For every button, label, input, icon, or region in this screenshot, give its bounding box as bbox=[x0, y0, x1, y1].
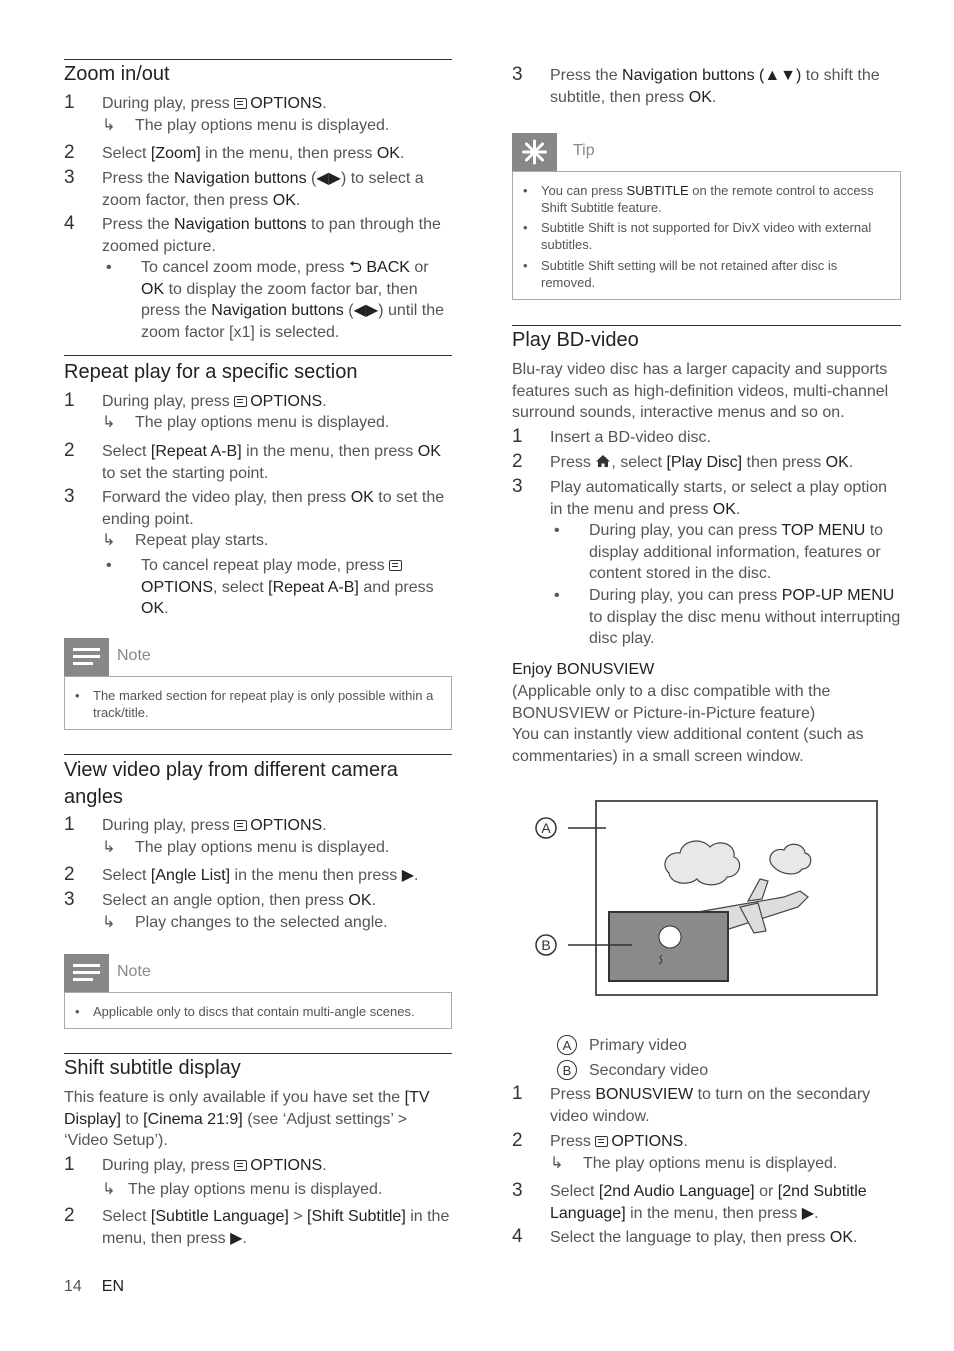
options-icon bbox=[234, 396, 247, 407]
zoom-step-1-result: ↳ The play options menu is displayed. bbox=[102, 115, 452, 137]
result-arrow-icon: ↳ bbox=[102, 839, 116, 856]
note-item: • Applicable only to discs that contain multi-angle scenes. bbox=[75, 1004, 415, 1019]
note-header bbox=[64, 638, 452, 676]
zoom-heading: Zoom in/out bbox=[64, 63, 170, 85]
callout-b-label: B bbox=[541, 937, 551, 953]
result-arrow-icon: ↳ bbox=[550, 1155, 564, 1172]
bonus-step-2: Press OPTIONS. bbox=[550, 1133, 688, 1150]
step-number: 3 bbox=[512, 1180, 523, 1201]
step-number: 1 bbox=[64, 390, 75, 411]
tip-label: Tip bbox=[573, 142, 595, 159]
shift-step-3: Press the Navigation buttons (▲▼) to shift the subtitle, then press OK. bbox=[550, 67, 880, 106]
bonus-step-1: Press BONUSVIEW to turn on the secondary video window. bbox=[550, 1086, 871, 1125]
shift-heading: Shift subtitle display bbox=[64, 1057, 241, 1079]
result-arrow-icon: ↳ bbox=[102, 414, 116, 431]
bonusview-text: (Applicable only to a disc compatible with the BONUSVIEW or Picture-in-Picture feature) You can instantly view additional content (such as commentaries) in a small screen window. bbox=[512, 683, 864, 765]
note-icon bbox=[64, 638, 109, 676]
repeat-step-3-bullet: • To cancel repeat play mode, press OPTIONS, select [Repeat A-B] and press OK. bbox=[106, 557, 434, 617]
zoom-step-2: Select [Zoom] in the menu, then press OK. bbox=[102, 145, 405, 162]
step-number: 3 bbox=[512, 64, 523, 85]
repeat-heading: Repeat play for a specific section bbox=[64, 361, 358, 383]
bonus-step-3: Select [2nd Audio Language] or [2nd Subtitle Language] in the menu, then press ▶. bbox=[550, 1183, 867, 1222]
step-number: 2 bbox=[512, 451, 523, 472]
tip-item: • Subtitle Shift is not supported for DivX video with external subtitles. bbox=[523, 220, 872, 252]
result-arrow-icon: ↳ bbox=[102, 914, 116, 931]
step-number: 3 bbox=[64, 889, 75, 910]
section-rule bbox=[64, 355, 452, 356]
note-item: • The marked section for repeat play is only possible within a track/title. bbox=[75, 688, 434, 720]
legend-primary: A Primary video bbox=[557, 1035, 901, 1057]
options-icon bbox=[234, 820, 247, 831]
result-arrow-icon: ↳ bbox=[102, 532, 116, 549]
legend-secondary: B Secondary video bbox=[557, 1060, 901, 1082]
bd-intro: Blu-ray video disc has a larger capacity and supports features such as high-definition videos, multi-channel surround sounds, interactive menus and so on. bbox=[512, 361, 889, 421]
step-number: 1 bbox=[512, 426, 523, 447]
page-number: 14 bbox=[64, 1278, 82, 1295]
options-icon bbox=[234, 98, 247, 109]
step-number: 2 bbox=[512, 1130, 523, 1151]
tip-icon bbox=[512, 133, 557, 171]
note-box bbox=[64, 992, 452, 1029]
bonus-step-2-result: ↳ The play options menu is displayed. bbox=[550, 1153, 901, 1175]
step-number: 3 bbox=[64, 167, 75, 188]
repeat-step-1-result: ↳ The play options menu is displayed. bbox=[102, 412, 452, 434]
shift-step-1: During play, press OPTIONS. bbox=[102, 1157, 327, 1174]
options-icon bbox=[389, 560, 402, 571]
bd-step-3-bullet: • During play, you can press POP-UP MENU to display the disc menu without interrupting disc play. bbox=[554, 587, 901, 647]
step-number: 2 bbox=[64, 1205, 75, 1226]
angles-step-3-result: ↳ Play changes to the selected angle. bbox=[102, 912, 452, 934]
zoom-step-4-bullet: • To cancel zoom mode, press ⮌ BACK or OK to display the zoom factor bar, then press the Navigation buttons (◀▶) until the zoom factor [x1] is selected. bbox=[106, 259, 444, 341]
step-number: 4 bbox=[64, 213, 75, 234]
angles-heading: View video play from different camera angles bbox=[64, 759, 398, 808]
language-code: EN bbox=[101, 1278, 125, 1295]
shift-step-2: Select [Subtitle Language] > [Shift Subtitle] in the menu, then press ▶. bbox=[102, 1208, 450, 1247]
bonus-step-4: Select the language to play, then press OK. bbox=[550, 1229, 858, 1246]
tip-item: • You can press SUBTITLE on the remote control to access Shift Subtitle feature. bbox=[523, 183, 874, 215]
bonusview-illustration bbox=[522, 795, 897, 1000]
bd-step-1: Insert a BD-video disc. bbox=[550, 429, 711, 446]
note-icon bbox=[64, 954, 109, 992]
bd-step-3: Play automatically starts, or select a play option in the menu and press OK. bbox=[550, 479, 888, 518]
section-rule bbox=[64, 754, 452, 755]
bd-step-2: Press , select [Play Disc] then press OK. bbox=[550, 454, 854, 471]
home-icon bbox=[595, 454, 611, 468]
step-number: 1 bbox=[64, 814, 75, 835]
step-number: 2 bbox=[64, 440, 75, 461]
page-footer bbox=[64, 1278, 124, 1296]
pip-ball-shape bbox=[659, 926, 681, 948]
angles-step-3: Select an angle option, then press OK. bbox=[102, 892, 376, 909]
step-number: 1 bbox=[64, 1154, 75, 1175]
step-number: 2 bbox=[64, 864, 75, 885]
step-number: 4 bbox=[512, 1226, 523, 1247]
angles-step-1-result: ↳ The play options menu is displayed. bbox=[102, 837, 452, 859]
tip-header bbox=[512, 133, 901, 171]
options-icon bbox=[234, 1160, 247, 1171]
note-label: Note bbox=[117, 647, 151, 664]
repeat-step-2: Select [Repeat A-B] in the menu, then press OK to set the starting point. bbox=[102, 443, 441, 482]
result-arrow-icon: ↳ bbox=[102, 117, 116, 134]
tip-box bbox=[512, 171, 901, 300]
result-arrow-icon: ↳ bbox=[102, 1181, 116, 1198]
zoom-step-3: Press the Navigation buttons (◀▶) to select a zoom factor, then press OK. bbox=[102, 170, 424, 209]
options-icon bbox=[595, 1136, 608, 1147]
angles-step-2: Select [Angle List] in the menu then press ▶. bbox=[102, 867, 419, 884]
step-number: 2 bbox=[64, 142, 75, 163]
repeat-step-1: During play, press OPTIONS. bbox=[102, 393, 327, 410]
section-rule bbox=[512, 325, 901, 326]
step-number: 1 bbox=[64, 92, 75, 113]
angles-step-1: During play, press OPTIONS. bbox=[102, 817, 327, 834]
tip-item: • Subtitle Shift setting will be not retained after disc is removed. bbox=[523, 258, 838, 290]
note-label: Note bbox=[117, 963, 151, 980]
step-number: 1 bbox=[512, 1083, 523, 1104]
shift-intro: This feature is only available if you have set the [TV Display] to [Cinema 21:9] (see ‘Adjust settings’ > ‘Video Setup’). bbox=[64, 1089, 430, 1149]
step-number: 3 bbox=[512, 476, 523, 497]
bd-heading: Play BD-video bbox=[512, 329, 639, 351]
note-header bbox=[64, 954, 452, 992]
shift-step-1-result: ↳ The play options menu is displayed. bbox=[102, 1179, 452, 1201]
bonusview-title: Enjoy BONUSVIEW bbox=[512, 661, 655, 678]
bd-step-3-bullet: • During play, you can press TOP MENU to display additional information, features or content stored in the disc. bbox=[554, 522, 884, 582]
note-box bbox=[64, 676, 452, 730]
callout-a-label: A bbox=[541, 820, 551, 836]
step-number: 3 bbox=[64, 486, 75, 507]
zoom-step-4: Press the Navigation buttons to pan through the zoomed picture. bbox=[102, 216, 441, 255]
repeat-step-3-result: ↳ Repeat play starts. bbox=[102, 530, 452, 552]
zoom-step-1: During play, press OPTIONS. bbox=[102, 95, 327, 112]
section-rule bbox=[64, 1053, 452, 1054]
section-rule bbox=[64, 59, 452, 60]
repeat-step-3: Forward the video play, then press OK to set the ending point. bbox=[102, 489, 445, 528]
